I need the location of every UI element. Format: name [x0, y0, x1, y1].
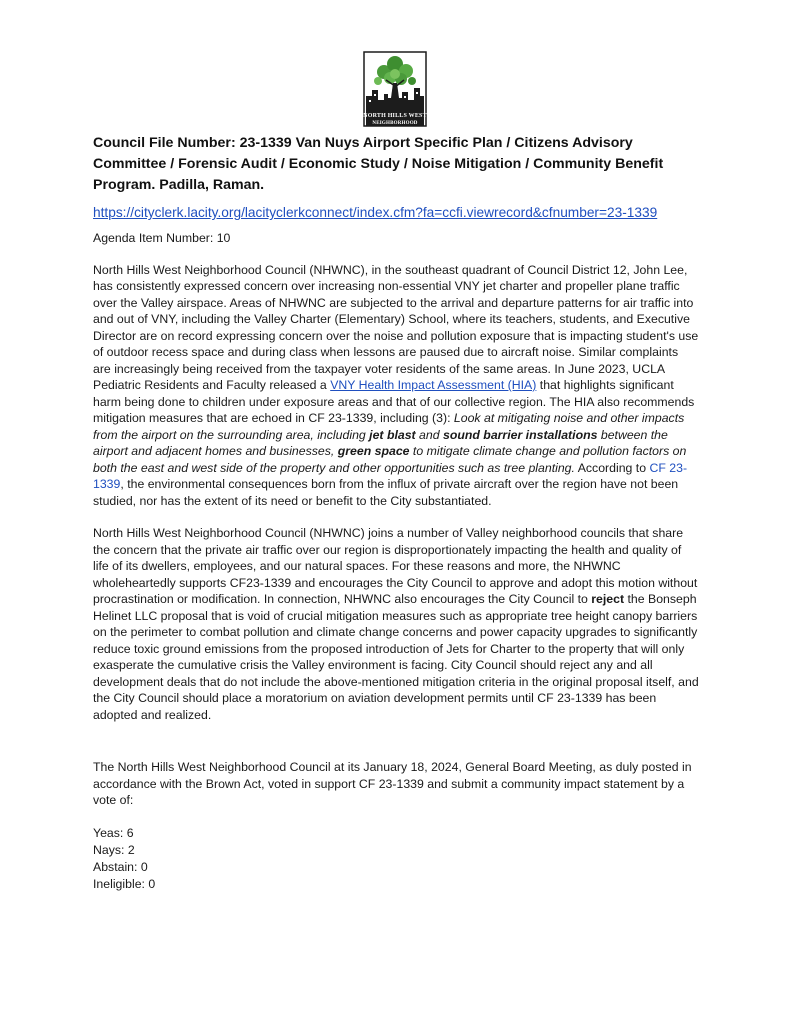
p1-italic-2: and — [415, 427, 443, 442]
p2-text-1: North Hills West Neighborhood Council (NHWNC) joins a number of Valley neighborhood councils that share the concern that the private air traffic over our region is disproportionately impacting the health and quality of life of its dwellers, employees, and our natural spaces. For these reasons and more, the NHWNC wholeheartedly supports CF23-1339 and encourages the City Council to approve and adopt this motion without procrastination or modification. In connection, NHWNC also encourages the City Council to — [93, 526, 698, 606]
vote-yeas: Yeas: 6 — [93, 825, 134, 840]
vote-ineligible: Ineligible: 0 — [93, 876, 156, 891]
paragraph-nhwnc-concern — [93, 262, 699, 510]
p1-italic-4: to mitigate climate change and pollution factors on both the east and west side of the property and other opportunities such as tree planting. — [93, 444, 687, 475]
council-file-link[interactable]: https://cityclerk.lacity.org/lacityclerkconnect/index.cfm?fa=ccfi.viewrecord&cfnumber=23-1339 — [93, 205, 658, 220]
nhwnc-logo — [362, 50, 428, 133]
agenda-item-number: Agenda Item Number: 10 — [93, 231, 231, 245]
vote-abstain: Abstain: 0 — [93, 859, 148, 874]
logo-text-line2: NEIGHBORHOOD COUNCIL — [372, 121, 418, 133]
p1-bold-sound-barrier: sound barrier installations — [443, 427, 598, 442]
document-body — [93, 133, 699, 893]
vote-nays: Nays: 2 — [93, 842, 135, 857]
p1-italic-1: Look at mitigating noise and other impacts from the airport on the surrounding area, including — [93, 411, 685, 442]
p2-bold-reject: reject — [591, 592, 625, 606]
hia-report-link[interactable]: VNY Health Impact Assessment (HIA) — [330, 378, 537, 392]
paragraph-nhwnc-support — [93, 525, 699, 723]
p1-text-3: According to — [574, 460, 650, 475]
vote-tally — [93, 825, 699, 893]
logo-text-line1: NORTH HILLS WEST — [363, 113, 427, 119]
council-file-heading: Council File Number: 23-1339 Van Nuys Airport Specific Plan / Citizens Advisory Committee / Forensic Audit / Economic Study / Noise Mitigation / Community Benefit Program. Padilla, Raman. — [93, 135, 664, 193]
p1-bold-jet-blast: jet blast — [369, 427, 416, 442]
p1-text-4: , the environmental consequences born from the influx of private aircraft over the region have not been studied, nor has the extent of its need or benefit to the City substantiated. — [93, 477, 679, 508]
p2-text-2: the Bonseph Helinet LLC proposal that is void of crucial mitigation measures such as appropriate tree height canopy barriers on the perimeter to combat pollution and climate change concerns and power capacity upgrades to significantly reduce toxic ground emissions from the proposed introduction of Jets for Charter to the property that will only exasperate the cumulative crisis the Valley environment is facing. City Council should reject any and all development deals that do not include the above-mentioned mitigation criteria in the original proposal itself, and the City Council should place a moratorium on aviation development permits until CF 23-1339 has been adopted and realized. — [93, 592, 699, 722]
p1-italic-3: between the airport and adjacent homes and businesses, — [93, 427, 668, 458]
cf-23-1339-link[interactable]: CF 23-1339 — [93, 460, 688, 491]
p1-text-2: that highlights significant harm being done to children under exposure areas and that of our collective region. The HIA also recommends mitigation measures that are echoed in CF 23-1339, including (3): — [93, 378, 695, 425]
p1-text-1: North Hills West Neighborhood Council (NHWNC), in the southeast quadrant of Council District 12, John Lee, has consistently expressed concern over increasing non-essential VNY jet charter and propeller plane traffic over the Valley airspace. Areas of NHWNC are subjected to the arrival and departure patterns for air traffic into and out of VNY, including the Valley Charter (Elementary) School, where its teachers, students, and Executive Director are on record expressing concern over the noise and pollution exposure that is impacting student's use of outdoor recess space and during class when lessons are paused due to aircraft noise. Similar complaints are increasingly being received from the taxpayer voter residents of the same areas. In June 2023, UCLA Pediatric Residents and Faculty released a — [93, 262, 699, 392]
p1-bold-green-space: green space — [337, 444, 410, 458]
paragraph-board-vote: The North Hills West Neighborhood Council at its January 18, 2024, General Board Meeting, as duly posted in accordance with the Brown Act, voted in support CF 23-1339 and submit a community impact statement by a vote of: — [93, 760, 692, 807]
